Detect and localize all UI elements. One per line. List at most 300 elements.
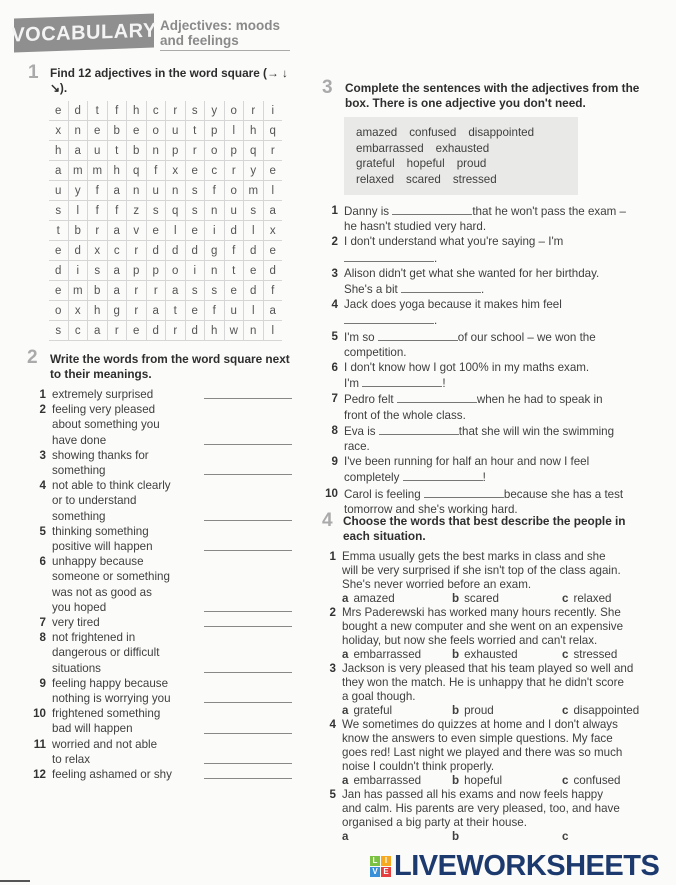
option-label: stressed [573,648,618,661]
option-c[interactable] [562,592,672,606]
grid-cell[interactable]: d [263,261,282,281]
item-number: 5 [329,788,336,801]
item-number: 2 [39,403,46,417]
item-line: not able to think clearly [52,479,171,493]
grid-cell[interactable]: m [244,181,264,201]
grid-cell[interactable]: t [107,141,127,161]
sentence-part: that he won't pass the exam – [472,205,626,218]
answer-blank[interactable] [204,398,292,399]
option-letter: c [562,774,569,787]
grid-cell[interactable]: t [166,301,186,321]
item-number: 3 [39,448,46,462]
grid-cell[interactable]: l [224,121,244,141]
grid-cell[interactable]: h [127,101,147,121]
grid-cell[interactable]: e [185,301,205,321]
item-text [52,478,171,524]
sentence-line [344,469,589,485]
answer-blank[interactable] [204,702,292,703]
grid-row [49,181,282,201]
grid-cell[interactable]: d [244,281,264,301]
grid-cell[interactable]: p [224,141,244,161]
sentence-item [320,486,670,517]
grid-cell[interactable]: e [49,101,68,121]
answer-blank[interactable] [204,550,292,551]
option-b[interactable] [452,704,562,718]
exercise-3-instruction: Complete the sentences with the adjectives from the box. There is one adjective you don't need. [345,81,640,110]
grid-cell[interactable]: h [107,161,127,181]
item-line: showing thanks for [52,448,149,462]
grid-cell[interactable]: d [68,101,88,121]
grid-cell[interactable]: n [146,141,166,161]
grid-cell[interactable]: g [205,241,225,261]
grid-cell[interactable]: d [49,261,68,281]
grid-cell[interactable]: x [166,161,186,181]
grid-cell[interactable]: t [224,261,244,281]
grid-cell[interactable]: a [107,181,127,201]
item-number: 3 [331,266,338,280]
sentence-part: of our school – we won the [457,330,596,344]
option-label: embarrassed [353,648,422,661]
grid-cell[interactable]: g [107,301,127,321]
grid-cell[interactable]: a [107,221,127,241]
grid-cell[interactable]: a [166,281,186,301]
grid-cell[interactable]: y [68,181,88,201]
grid-cell[interactable]: w [224,321,244,341]
item-number: 8 [331,423,338,437]
grid-cell[interactable]: s [185,101,205,121]
grid-cell[interactable]: r [244,101,264,121]
grid-cell[interactable]: e [127,321,147,341]
grid-cell[interactable]: p [166,141,186,161]
grid-cell[interactable]: d [146,241,166,261]
sentence-text [344,360,589,391]
answer-blank[interactable] [392,203,472,215]
sentence-text [344,203,626,234]
grid-cell[interactable]: c [205,161,225,181]
item-number: 1 [39,388,46,401]
grid-cell[interactable]: r [127,241,147,261]
grid-cell[interactable]: b [107,121,127,141]
option-letter: a [342,592,349,605]
answer-blank[interactable] [204,520,292,521]
grid-cell[interactable]: r [127,281,147,301]
grid-cell[interactable]: u [166,121,186,141]
item-line: feeling ashamed or shy [52,768,172,782]
option-c[interactable] [562,648,672,662]
grid-cell[interactable]: s [185,201,205,221]
grid-cell[interactable]: f [107,201,127,221]
list-item [28,676,298,706]
option-letter: c [562,830,569,843]
grid-cell[interactable]: e [244,261,264,281]
item-line: worried and not able [52,737,158,751]
grid-cell[interactable]: o [205,141,225,161]
item-line: something [52,464,106,478]
grid-cell[interactable]: r [107,321,127,341]
grid-cell[interactable]: r [224,161,244,181]
grid-cell[interactable]: d [166,241,186,261]
item-number: 6 [39,555,46,569]
option-label: grateful [353,704,393,717]
item-text [52,706,160,736]
grid-cell[interactable]: n [205,261,225,281]
grid-cell[interactable]: d [146,321,166,341]
grid-cell[interactable]: s [205,281,225,301]
page-edge-mark [0,880,30,882]
grid-cell[interactable]: i [263,101,282,121]
grid-cell[interactable]: d [224,221,244,241]
grid-cell[interactable]: y [205,101,225,121]
grid-cell[interactable]: f [205,301,225,321]
grid-cell[interactable]: h [49,141,68,161]
grid-cell[interactable]: t [185,121,205,141]
sentence-part: Alison didn't get what she wanted for her birthday. [344,266,600,280]
grid-cell[interactable]: c [107,241,127,261]
grid-cell[interactable]: s [185,281,205,301]
option-letter: c [562,592,569,605]
grid-cell[interactable]: o [224,181,244,201]
grid-cell[interactable]: s [88,261,108,281]
grid-cell[interactable]: a [68,141,88,161]
option-b[interactable] [452,830,562,844]
question-line: bought a new computer and she went on an expensive [342,620,624,633]
answer-blank[interactable] [362,375,442,387]
item-line: have done [52,433,107,447]
sentence-text [344,454,589,485]
grid-cell[interactable]: a [146,301,166,321]
answer-blank[interactable] [204,474,292,475]
option-c[interactable] [562,774,672,788]
grid-cell[interactable]: x [68,301,88,321]
logo-square: E [381,867,391,877]
grid-cell[interactable]: e [88,121,108,141]
option-label: amazed [353,592,395,605]
sentence-item [320,266,670,297]
grid-cell[interactable]: f [263,281,282,301]
grid-cell[interactable]: e [49,281,68,301]
item-line: nothing is worrying you [52,692,171,706]
sentence-part: Pedro felt [344,393,397,407]
grid-cell[interactable]: x [88,241,108,261]
list-item [28,524,298,554]
grid-cell[interactable]: n [244,321,264,341]
item-number: 4 [39,479,46,493]
option-letter: b [452,648,460,661]
grid-cell[interactable]: z [127,201,147,221]
grid-cell[interactable]: a [107,281,127,301]
item-line: very tired [52,616,100,630]
item-number: 2 [329,606,336,619]
grid-cell[interactable]: e [263,241,282,261]
grid-cell[interactable]: x [49,121,68,141]
grid-cell[interactable]: m [68,161,88,181]
grid-cell[interactable]: e [224,281,244,301]
grid-cell[interactable]: l [244,301,264,321]
answer-blank[interactable] [403,469,483,481]
grid-cell[interactable]: n [127,181,147,201]
grid-cell[interactable]: u [146,181,166,201]
item-line: you hoped [52,600,107,614]
grid-cell[interactable]: e [127,121,147,141]
option-c[interactable] [562,704,672,718]
item-line: not frightened in [52,631,136,645]
answer-blank[interactable] [397,391,477,403]
answer-blank[interactable] [204,733,292,734]
grid-cell[interactable]: u [49,181,68,201]
item-line: dangerous or difficult [52,646,160,660]
grid-cell[interactable]: h [88,301,108,321]
grid-cell[interactable]: r [263,141,282,161]
answer-blank[interactable] [204,444,292,445]
grid-cell[interactable]: t [88,101,108,121]
grid-cell[interactable]: a [107,261,127,281]
grid-cell[interactable]: o [224,101,244,121]
grid-cell[interactable]: a [263,201,282,221]
grid-cell[interactable]: a [49,161,68,181]
item-number: 6 [331,361,338,375]
answer-blank[interactable] [378,329,458,341]
logo-square: V [370,867,380,877]
grid-cell[interactable]: q [127,161,147,181]
grid-cell[interactable]: q [263,121,282,141]
sentence-part: competition. [344,345,407,359]
answer-blank[interactable] [204,626,292,627]
grid-cell[interactable]: f [88,181,108,201]
grid-cell[interactable]: y [244,161,264,181]
box-word: exhausted [435,141,490,155]
grid-cell[interactable]: f [107,101,127,121]
adjective-box [344,117,578,195]
question-line: holiday, but now she feels worried and can't relax. [342,634,598,647]
item-text [52,554,170,615]
sentence-line [344,345,596,360]
item-line: extremely surprised [52,388,154,401]
option-label: relaxed [573,592,612,605]
grid-cell[interactable]: s [185,181,205,201]
sentence-part: I've been running for half an hour and now I feel [344,455,590,469]
grid-cell[interactable]: l [68,201,88,221]
answer-blank[interactable] [379,423,459,435]
option-letter: a [342,704,349,717]
sentence-part: he hasn't studied very hard. [344,220,487,234]
grid-cell[interactable]: o [49,301,68,321]
grid-cell[interactable]: d [185,321,205,341]
grid-cell[interactable]: n [205,201,225,221]
list-item [28,387,298,402]
item-line: thinking something [52,524,149,538]
grid-cell[interactable]: f [205,181,225,201]
grid-cell[interactable]: d [244,241,264,261]
option-label: proud [464,704,494,717]
grid-cell[interactable]: m [68,281,88,301]
grid-cell[interactable]: d [185,241,205,261]
option-a[interactable] [342,648,452,662]
grid-cell[interactable]: i [185,261,205,281]
list-item [28,737,298,767]
sentence-line [344,266,599,281]
answer-blank[interactable] [204,672,292,673]
item-number: 7 [39,616,46,630]
option-label: disappointed [573,704,640,717]
grid-cell[interactable]: i [68,261,88,281]
option-b[interactable] [452,592,562,606]
box-word: amazed [356,126,398,139]
option-a[interactable] [342,704,452,718]
grid-cell[interactable]: q [166,201,186,221]
list-item [28,767,298,782]
grid-cell[interactable]: r [166,101,186,121]
grid-cell[interactable]: n [68,121,88,141]
question-line: will be very surprised if she isn't top of the class again. [342,564,621,577]
grid-cell[interactable]: h [244,121,264,141]
grid-cell[interactable]: n [166,181,186,201]
question-line: Jackson is very pleased that his team played so well and [342,662,634,675]
option-b[interactable] [452,774,562,788]
exercise-4-number: 4 [322,510,333,531]
answer-blank[interactable] [424,486,504,498]
item-number: 5 [331,329,338,343]
question-line: Jan has passed all his exams and now feels happy [342,788,604,801]
grid-row [49,301,282,321]
grid-cell[interactable]: e [263,161,282,181]
vocabulary-banner: VOCABULARY [14,14,154,53]
box-word: stressed [452,172,497,186]
item-number: 4 [329,718,336,731]
exercise-3-list [320,203,670,517]
item-line: feeling very pleased [52,403,156,417]
sentence-part: . [434,314,438,328]
sentence-line [344,234,563,249]
grid-cell[interactable]: b [68,221,88,241]
exercise-1-instruction: Find 12 adjectives in the word square (→ ↓ ↘). [50,66,288,95]
option-a[interactable] [342,592,452,606]
logo-square: L [370,856,380,866]
answer-blank[interactable] [204,778,292,779]
sentence-part: that she will win the swimming [458,424,615,438]
option-a[interactable] [342,830,452,844]
grid-cell[interactable]: e [49,241,68,261]
question-line: We sometimes do quizzes at home and I don't always [342,718,618,731]
option-label: embarrassed [353,774,422,787]
grid-row [49,261,282,281]
grid-cell[interactable]: r [127,301,147,321]
exercise-2-instruction: Write the words from the word square next to their meanings. [50,352,290,381]
grid-cell[interactable]: v [127,221,147,241]
answer-blank[interactable] [204,763,292,764]
box-word: confused [409,126,457,139]
grid-cell[interactable]: s [49,201,68,221]
grid-cell[interactable]: u [224,201,244,221]
grid-cell[interactable]: c [68,321,88,341]
exercise-2-number: 2 [27,347,38,368]
option-b[interactable] [452,648,562,662]
item-number: 10 [325,486,338,500]
sentence-line [344,375,589,391]
grid-cell[interactable]: r [185,141,205,161]
grid-cell[interactable]: d [68,241,88,261]
grid-cell[interactable]: u [88,141,108,161]
grid-cell[interactable]: p [146,261,166,281]
sentence-text [344,423,614,454]
options-row [342,648,672,662]
sentence-text [344,329,596,360]
grid-row [49,121,282,141]
grid-cell[interactable]: o [146,121,166,141]
grid-cell[interactable]: p [205,121,225,141]
option-c[interactable] [562,830,672,844]
item-number: 1 [331,204,338,217]
option-a[interactable] [342,774,452,788]
answer-blank[interactable] [204,611,292,612]
sentence-item [320,329,670,360]
question-text [342,550,672,606]
answer-blank[interactable] [344,250,434,262]
sentence-part: . [434,251,438,265]
grid-cell[interactable]: s [244,201,264,221]
grid-cell[interactable]: p [127,261,147,281]
sentence-line [344,281,599,297]
options-row [342,704,672,718]
grid-cell[interactable]: i [205,221,225,241]
exercise-number: 1 [28,62,39,83]
grid-cell[interactable]: r [146,281,166,301]
grid-cell[interactable]: l [244,221,264,241]
grid-cell[interactable]: s [49,321,68,341]
grid-cell[interactable]: e [185,221,205,241]
sentence-line [344,454,589,469]
answer-blank[interactable] [401,281,481,293]
logo-square: I [381,856,391,866]
grid-cell[interactable]: s [146,201,166,221]
grid-cell[interactable]: b [88,281,108,301]
option-letter: c [562,704,569,717]
grid-cell[interactable]: q [244,141,264,161]
grid-cell[interactable]: u [224,301,244,321]
grid-cell[interactable]: f [146,161,166,181]
grid-cell[interactable]: e [146,221,166,241]
grid-cell[interactable]: a [263,301,282,321]
sentence-part: because she has a test [503,487,624,501]
grid-cell[interactable]: o [166,261,186,281]
grid-cell[interactable]: f [224,241,244,261]
grid-cell[interactable]: r [88,221,108,241]
item-number: 11 [33,737,46,751]
option-label: exhausted [464,648,518,661]
grid-cell[interactable]: m [88,161,108,181]
sentence-part: I don't know how I got 100% in my maths exam. [344,361,590,375]
item-text [52,448,149,478]
list-item [28,402,298,448]
grid-cell[interactable]: r [166,321,186,341]
grid-cell[interactable]: a [88,321,108,341]
grid-row [49,241,282,261]
sentence-text [344,486,623,517]
grid-cell[interactable]: f [88,201,108,221]
grid-cell[interactable]: e [185,161,205,181]
grid-cell[interactable]: l [263,321,282,341]
grid-cell[interactable]: h [205,321,225,341]
grid-cell[interactable]: l [263,181,282,201]
grid-cell[interactable]: x [263,221,282,241]
grid-cell[interactable]: l [166,221,186,241]
grid-cell[interactable]: t [49,221,68,241]
sentence-line [344,203,626,219]
grid-cell[interactable]: b [127,141,147,161]
grid-row [49,221,282,241]
grid-cell[interactable]: c [146,101,166,121]
sentence-line [344,250,563,266]
answer-blank[interactable] [344,312,434,324]
